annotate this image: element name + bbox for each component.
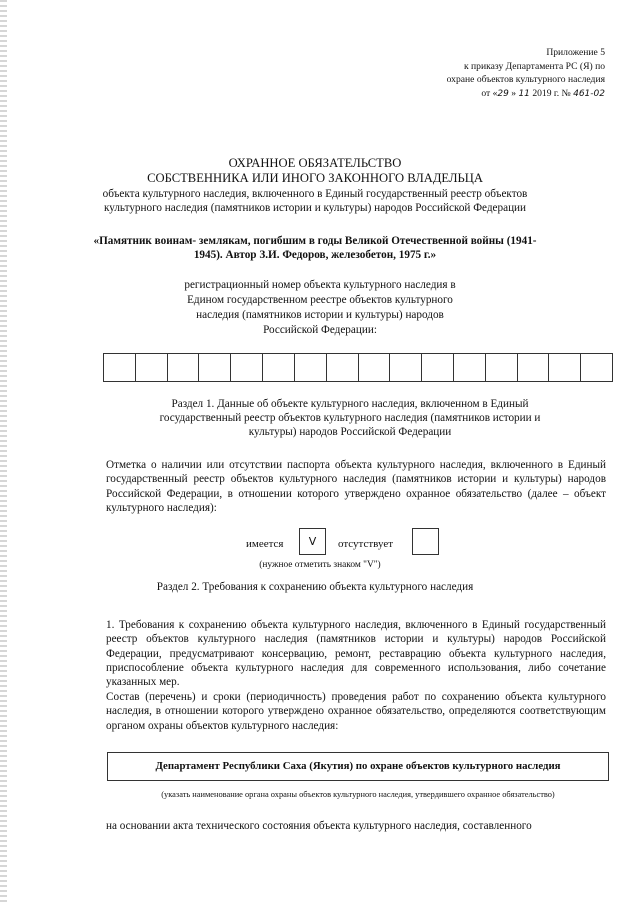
appendix-line: к приказу Департамента РС (Я) по xyxy=(463,60,605,72)
reg-cell xyxy=(231,354,263,381)
reg-cell xyxy=(422,354,454,381)
object-name: «Памятник воинам- землякам, погибшим в годы Великой Отечественной войны (1941-1945). Автор З.И. Федоров, железобетон, 1975 г.» xyxy=(93,235,537,261)
title-line: ОХРАННОЕ ОБЯЗАТЕЛЬСТВО xyxy=(228,156,402,170)
scan-edge xyxy=(0,0,7,905)
document-title xyxy=(80,156,550,186)
organ-box: Департамент Республики Саха (Якутия) по охране объектов культурного наследия xyxy=(107,752,609,781)
absent-checkbox[interactable] xyxy=(412,528,439,555)
reg-cell xyxy=(104,354,136,381)
has-label: имеется xyxy=(246,538,284,550)
section1-text: Отметка о наличии или отсутствии паспорта объекта культурного наследия, включенного в Единый государственный реестр объектов культурного наследия (памятников истории и культуры) народов Российской Федерации, в отношении которого утверждено охранное обязательство (далее – объект культурного наследия): xyxy=(106,459,606,514)
reg-cell xyxy=(390,354,422,381)
reg-cell xyxy=(199,354,231,381)
appendix-line: Приложение 5 xyxy=(546,47,605,58)
title-line: СОБСТВЕННИКА ИЛИ ИНОГО ЗАКОННОГО ВЛАДЕЛЬЦА xyxy=(147,171,483,185)
section2-item1: 1. Требования к сохранению объекта культурного наследия, включенного в Единый государственный реестр объектов культурного наследия (памятников истории и культуры) народов Российской Федерации, предусматривают консервацию, ремонт, реставрацию объекта культурного наследия, приспособление объекта культурного наследия для современного использования, либо сочетание указанных мер. xyxy=(106,619,606,689)
section2-title: Раздел 2. Требования к сохранению объекта культурного наследия xyxy=(156,581,474,593)
reg-cell xyxy=(327,354,359,381)
document-subtitle: объекта культурного наследия, включенного в Единый государственный реестр объектов культурного наследия (памятников истории и культуры) народов Российской Федерации xyxy=(102,188,528,214)
reg-cell xyxy=(486,354,518,381)
has-checkbox[interactable]: V xyxy=(299,528,326,555)
date-month: 11 xyxy=(518,88,530,99)
appendix-date xyxy=(415,87,605,102)
date-number: 461-02 xyxy=(573,88,605,99)
registration-number-grid xyxy=(103,353,613,382)
organ-hint: (указать наименование органа охраны объектов культурного наследия, утвердившего охранное обязательство) xyxy=(161,790,555,799)
reg-cell xyxy=(518,354,550,381)
appendix-block xyxy=(415,46,605,101)
reg-cell xyxy=(454,354,486,381)
appendix-line: охране объектов культурного наследия xyxy=(446,74,605,85)
absent-label: отсутствует xyxy=(338,538,394,550)
mark-hint: (нужное отметить знаком "V") xyxy=(259,560,381,570)
date-prefix: от « xyxy=(481,87,498,99)
date-year: 2019 г. № xyxy=(532,87,571,99)
reg-cell xyxy=(295,354,327,381)
reg-cell xyxy=(581,354,612,381)
passport-mark xyxy=(160,528,480,558)
section2-last-line: на основании акта технического состояния объекта культурного наследия, составленного xyxy=(106,820,532,832)
reg-cell xyxy=(168,354,200,381)
reg-cell xyxy=(263,354,295,381)
reg-cell xyxy=(549,354,581,381)
date-day: 29 xyxy=(497,88,509,99)
registration-caption: регистрационный номер объекта культурного наследия в Едином государственном реестре объектов культурного наследия (памятников истории и культуры) народов Российской Федерации: xyxy=(184,279,456,336)
date-mid: » xyxy=(511,87,517,99)
section1-title: Раздел 1. Данные об объекте культурного наследия, включенном в Единый государственный реестр объектов культурного наследия (памятников истории и культуры) народов Российской Федерации xyxy=(159,398,541,438)
reg-cell xyxy=(136,354,168,381)
reg-cell xyxy=(359,354,391,381)
section2-item2: Состав (перечень) и сроки (периодичность) проведения работ по сохранению объекта культурного наследия, в отношении которого утверждено охранное обязательство, определяются соответствующим органом охраны объектов культурного наследия: xyxy=(106,691,606,732)
